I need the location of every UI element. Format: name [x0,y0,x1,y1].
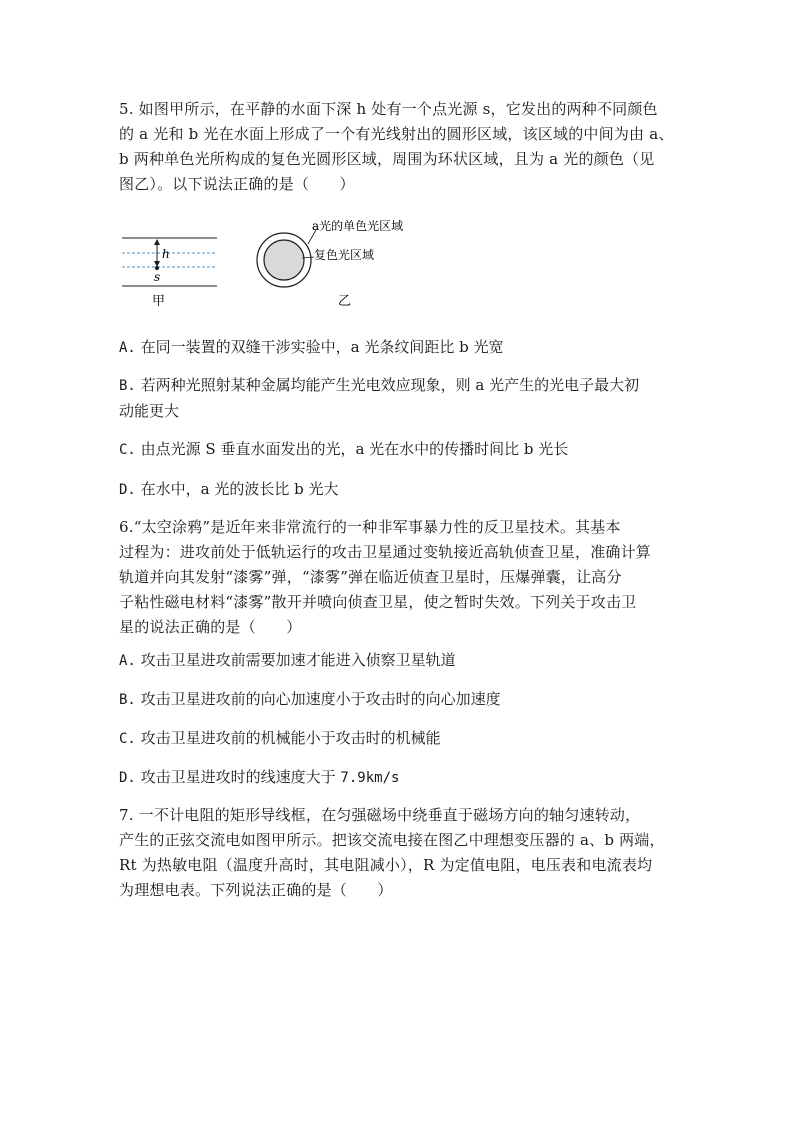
q5-stem [119,97,679,197]
option-text: 攻击卫星进攻前的机械能小于攻击时的机械能 [140,729,441,747]
q7-stem-line: 为理想电表。下列说法正确的是（ ） [119,881,393,899]
q5-option-c[interactable] [119,437,679,463]
q5-option-b[interactable] [119,373,679,424]
arrow-head-up [154,239,160,245]
option-text-continued: 动能更大 [119,402,180,420]
label-a-light-region: a光的单色光区域 [312,220,404,233]
speed-value: 7.9km/s [340,770,400,786]
option-text: 攻击卫星进攻前的向心加速度小于攻击时的向心加速度 [140,690,501,708]
option-tag: C. [119,731,136,747]
option-text: 攻击卫星进攻前需要加速才能进入侦察卫星轨道 [140,651,456,669]
q6-stem-line: 6.“太空涂鸦”是近年来非常流行的一种非军事暴力性的反卫星技术。其基本 [119,518,621,536]
option-text: 由点光源 S 垂直水面发出的光，a 光在水中的传播时间比 b 光长 [140,440,569,458]
q7-stem-line: Rt 为热敏电阻（温度升高时，其电阻减小），R 为定值电阻，电压表和电流表均 [119,856,653,874]
option-tag: B. [119,378,136,394]
figure-yi [250,220,430,310]
option-tag: B. [119,692,136,708]
q7-stem-line: 产生的正弦交流电如图甲所示。把该交流电接在图乙中理想变压器的 a、b 两端， [119,831,665,849]
option-tag: C. [119,442,136,458]
q6-option-c[interactable] [119,726,679,752]
q5-stem-line: b 两种单色光所构成的复色光圆形区域，周围为环状区域，且为 a 光的颜色（见 [119,150,655,168]
caption-yi: 乙 [338,294,352,309]
option-tag: A. [119,653,136,669]
q6-stem-line: 过程为：进攻前处于低轨运行的攻击卫星通过变轨接近高轨侦查卫星，准确计算 [119,543,652,561]
q7-stem [119,803,679,903]
source-label-s: s [154,270,161,284]
option-tag: D. [119,770,136,786]
inner-disk [264,240,304,280]
q5-stem-line: 的 a 光和 b 光在水面上形成了一个有光线射出的圆形区域，该区域的中间为由 a、 [119,125,674,143]
q6-stem-line: 子粘性磁电材料“漆雾”散开并喷向侦查卫星，使之暂时失效。下列关于攻击卫 [119,593,637,611]
depth-label-h: h [162,247,170,261]
option-tag: A. [119,340,136,356]
option-text: 在同一装置的双缝干涉实验中，a 光条纹间距比 b 光宽 [140,338,504,356]
q6-stem-line: 轨道并向其发射“漆雾”弹，“漆雾”弹在临近侦查卫星时，压爆弹囊，让高分 [119,568,622,586]
q5-option-a[interactable] [119,335,679,361]
q6-option-d[interactable] [119,765,679,791]
option-tag: D. [119,482,136,498]
caption-jia: 甲 [152,294,166,309]
q7-stem-line: 7. 一不计电阻的矩形导线框，在匀强磁场中绕垂直于磁场方向的轴匀速转动， [119,806,641,824]
q6-option-b[interactable] [119,687,679,713]
q6-stem-line: 星的说法正确的是（ ） [119,618,302,636]
q6-stem [119,515,679,640]
option-text: 攻击卫星进攻时的线速度大于 [140,768,341,786]
option-text: 在水中，a 光的波长比 b 光大 [140,480,339,498]
option-text: 若两种光照射某种金属均能产生光电效应现象，则 a 光产生的光电子最大初 [140,376,640,394]
q5-option-d[interactable] [119,477,679,503]
q5-stem-line: 图乙）。以下说法正确的是（ ） [119,175,355,193]
q5-stem-line: 5. 如图甲所示，在平静的水面下深 h 处有一个点光源 s，它发出的两种不同颜色 [119,100,658,118]
label-composite-region: 复色光区域 [314,248,375,262]
figure-jia [119,232,229,312]
q6-option-a[interactable] [119,648,679,674]
